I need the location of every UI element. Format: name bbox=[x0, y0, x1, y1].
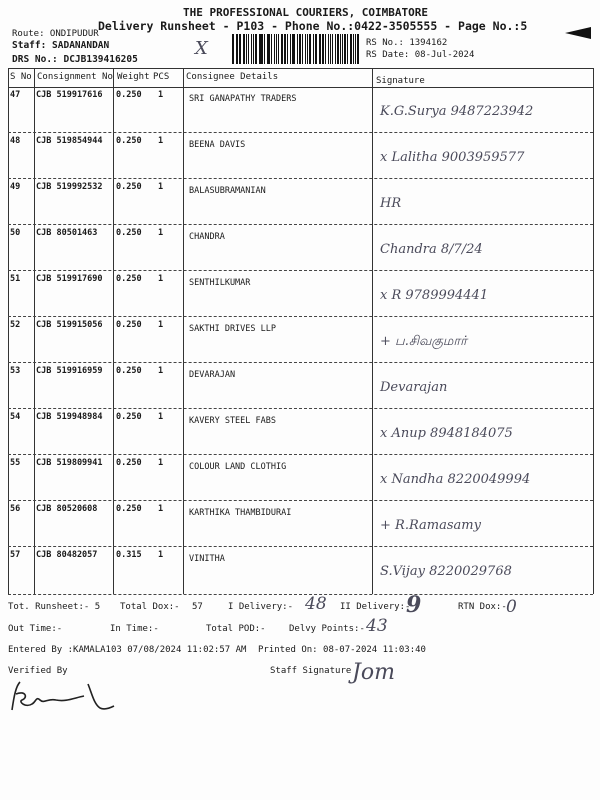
row-consignment-no: CJB 519992532 bbox=[36, 182, 103, 192]
barcode-bar bbox=[281, 34, 283, 64]
in-time-label: In Time:- bbox=[110, 624, 159, 634]
barcode-bar bbox=[325, 34, 326, 64]
row-signature: Chandra 8/7/24 bbox=[380, 242, 483, 257]
barcode-bar bbox=[315, 34, 316, 64]
row-sno: 48 bbox=[10, 136, 21, 146]
i-delivery-label: I Delivery:- bbox=[228, 602, 294, 612]
barcode-bar bbox=[232, 34, 234, 64]
barcode-bar bbox=[248, 34, 249, 64]
barcode-bar bbox=[255, 34, 257, 64]
row-divider bbox=[8, 500, 593, 501]
row-consignment-no: CJB 519948984 bbox=[36, 412, 103, 422]
barcode-bar bbox=[357, 34, 359, 64]
barcode-bar bbox=[297, 34, 298, 64]
drs-number: DRS No.: DCJB139416205 bbox=[12, 54, 138, 65]
barcode-bar bbox=[299, 34, 301, 64]
barcode-bar bbox=[246, 34, 247, 64]
tot-runsheet: Tot. Runsheet:- 5 bbox=[8, 602, 101, 612]
barcode-bar bbox=[268, 34, 270, 64]
barcode-bar bbox=[340, 34, 341, 64]
barcode-bar bbox=[251, 34, 252, 64]
table-bottom-border bbox=[8, 594, 593, 595]
col-header-consignee: Consignee Details bbox=[186, 72, 279, 82]
row-consignee: KAVERY STEEL FABS bbox=[189, 416, 276, 426]
barcode-bar bbox=[236, 34, 237, 64]
row-divider bbox=[8, 224, 593, 225]
barcode-bar bbox=[293, 34, 295, 64]
barcode-bar bbox=[328, 34, 329, 64]
row-weight: 0.250 bbox=[116, 182, 142, 192]
row-consignment-no: CJB 80482057 bbox=[36, 550, 98, 560]
row-pcs: 1 bbox=[158, 366, 164, 376]
row-weight: 0.250 bbox=[116, 504, 142, 514]
barcode-bar bbox=[307, 34, 309, 64]
row-divider bbox=[8, 362, 593, 363]
total-dox-value: 57 bbox=[192, 602, 203, 612]
row-divider bbox=[8, 408, 593, 409]
row-consignment-no: CJB 519809941 bbox=[36, 458, 103, 468]
barcode-bar bbox=[243, 34, 245, 64]
row-consignment-no: CJB 519915056 bbox=[36, 320, 103, 330]
company-title: THE PROFESSIONAL COURIERS, COIMBATORE bbox=[183, 6, 429, 19]
staple-mark bbox=[565, 26, 593, 40]
barcode-bar bbox=[353, 34, 354, 64]
row-divider bbox=[8, 178, 593, 179]
table-header-bottom bbox=[8, 87, 593, 88]
row-divider bbox=[8, 546, 593, 547]
row-pcs: 1 bbox=[158, 504, 164, 514]
verified-by-label: Verified By bbox=[8, 666, 68, 676]
col-header-signature: Signature bbox=[376, 76, 425, 86]
verifier-signature bbox=[6, 676, 116, 716]
ii-delivery-label: II Delivery:- bbox=[340, 602, 411, 612]
barcode-bar bbox=[284, 34, 286, 64]
barcode-bar bbox=[350, 34, 352, 64]
barcode-bar bbox=[302, 34, 303, 64]
row-pcs: 1 bbox=[158, 550, 164, 560]
row-weight: 0.315 bbox=[116, 550, 142, 560]
row-pcs: 1 bbox=[158, 458, 164, 468]
barcode-bar bbox=[337, 34, 339, 64]
row-consignee: SRI GANAPATHY TRADERS bbox=[189, 94, 297, 104]
row-sno: 54 bbox=[10, 412, 21, 422]
barcode-bar bbox=[274, 34, 275, 64]
col-divider bbox=[8, 68, 9, 594]
row-consignee: KARTHIKA THAMBIDURAI bbox=[189, 508, 292, 518]
row-weight: 0.250 bbox=[116, 320, 142, 330]
row-sno: 52 bbox=[10, 320, 21, 330]
row-signature: x Lalitha 9003959577 bbox=[380, 150, 525, 165]
col-divider bbox=[34, 68, 35, 594]
row-pcs: 1 bbox=[158, 274, 164, 284]
row-sno: 56 bbox=[10, 504, 21, 514]
row-divider bbox=[8, 270, 593, 271]
row-signature: x R 9789994441 bbox=[380, 288, 489, 303]
ii-delivery-handwritten: 9 bbox=[406, 592, 422, 618]
row-consignee: BEENA DAVIS bbox=[189, 140, 246, 150]
row-divider bbox=[8, 132, 593, 133]
entered-by: Entered By :KAMALA103 07/08/2024 11:02:57 AM bbox=[8, 645, 247, 655]
barcode-bar bbox=[290, 34, 291, 64]
barcode-bar bbox=[309, 34, 311, 64]
col-divider bbox=[183, 68, 184, 594]
barcode-bar bbox=[342, 34, 343, 64]
barcode-bar bbox=[344, 34, 346, 64]
row-pcs: 1 bbox=[158, 320, 164, 330]
row-consignment-no: CJB 519916959 bbox=[36, 366, 103, 376]
total-pod-label: Total POD:- bbox=[206, 624, 266, 634]
barcode-bar bbox=[316, 34, 317, 64]
row-divider bbox=[8, 316, 593, 317]
col-header-consignment: Consignment No bbox=[37, 72, 113, 82]
row-sno: 55 bbox=[10, 458, 21, 468]
barcode-bar bbox=[237, 34, 238, 64]
barcode-bar bbox=[313, 34, 314, 64]
barcode-bar bbox=[276, 34, 278, 64]
row-signature: K.G.Surya 9487223942 bbox=[380, 104, 534, 119]
row-consignment-no: CJB 519854944 bbox=[36, 136, 103, 146]
row-pcs: 1 bbox=[158, 182, 164, 192]
rs-number: RS No.: 1394162 bbox=[366, 38, 448, 48]
row-signature: x Anup 8948184075 bbox=[380, 426, 513, 441]
barcode-bar bbox=[264, 34, 265, 64]
staff-signature-label: Staff Signature bbox=[270, 666, 352, 676]
row-pcs: 1 bbox=[158, 90, 164, 100]
table-top-border bbox=[8, 68, 593, 69]
row-divider bbox=[8, 454, 593, 455]
row-weight: 0.250 bbox=[116, 228, 142, 238]
row-signature: x Nandha 8220049994 bbox=[380, 472, 531, 487]
row-consignment-no: CJB 519917690 bbox=[36, 274, 103, 284]
col-divider bbox=[372, 68, 373, 594]
barcode-bar bbox=[253, 34, 255, 64]
row-pcs: 1 bbox=[158, 136, 164, 146]
col-header-weight: Weight bbox=[117, 72, 150, 82]
barcode-bar bbox=[239, 34, 241, 64]
barcode-bar bbox=[319, 34, 321, 64]
row-signature: + R.Ramasamy bbox=[380, 518, 481, 533]
row-weight: 0.250 bbox=[116, 274, 142, 284]
barcode-bar bbox=[259, 34, 260, 64]
delvy-points-label: Delvy Points:- bbox=[289, 624, 365, 634]
row-signature: HR bbox=[380, 196, 402, 211]
col-divider bbox=[593, 68, 594, 594]
staff-label: Staff: SADANANDAN bbox=[12, 40, 110, 51]
col-divider bbox=[113, 68, 114, 594]
row-weight: 0.250 bbox=[116, 458, 142, 468]
row-consignee: BALASUBRAMANIAN bbox=[189, 186, 266, 196]
row-sno: 47 bbox=[10, 90, 21, 100]
barcode-bar bbox=[347, 34, 348, 64]
row-consignment-no: CJB 80501463 bbox=[36, 228, 98, 238]
rtn-dox-handwritten: 0 bbox=[506, 597, 517, 617]
delvy-points-handwritten: 43 bbox=[366, 616, 388, 636]
rtn-dox-label: RTN Dox:- bbox=[458, 602, 507, 612]
col-header-sno: S No bbox=[10, 72, 32, 82]
row-pcs: 1 bbox=[158, 228, 164, 238]
row-consignee: CHANDRA bbox=[189, 232, 225, 242]
barcode-bar bbox=[330, 34, 332, 64]
row-consignee: SENTHILKUMAR bbox=[189, 278, 251, 288]
out-time-label: Out Time:- bbox=[8, 624, 63, 634]
row-consignee: DEVARAJAN bbox=[189, 370, 236, 380]
row-pcs: 1 bbox=[158, 412, 164, 422]
row-signature: S.Vijay 8220029768 bbox=[380, 564, 512, 579]
row-signature: Devarajan bbox=[380, 380, 448, 395]
printed-on: Printed On: 08-07-2024 11:03:40 bbox=[258, 645, 426, 655]
barcode-bar bbox=[271, 34, 272, 64]
row-consignment-no: CJB 80520608 bbox=[36, 504, 98, 514]
row-consignee: VINITHA bbox=[189, 554, 225, 564]
barcode-bar bbox=[260, 34, 262, 64]
row-consignee: SAKTHI DRIVES LLP bbox=[189, 324, 276, 334]
barcode-bar bbox=[355, 34, 356, 64]
row-sno: 50 bbox=[10, 228, 21, 238]
row-consignee: COLOUR LAND CLOTHIG bbox=[189, 462, 287, 472]
row-signature: + ப.சிவகுமார் bbox=[380, 334, 467, 349]
barcode-bar bbox=[292, 34, 293, 64]
rs-date: RS Date: 08-Jul-2024 bbox=[366, 50, 475, 60]
col-header-pcs: PCS bbox=[153, 72, 170, 82]
row-sno: 49 bbox=[10, 182, 21, 192]
i-delivery-handwritten: 48 bbox=[305, 594, 327, 614]
barcode bbox=[232, 34, 360, 64]
runsheet-title: Delivery Runsheet - P103 - Phone No.:0422-3505555 - Page No.:5 bbox=[98, 19, 528, 33]
row-consignment-no: CJB 519917616 bbox=[36, 90, 103, 100]
barcode-bar bbox=[335, 34, 336, 64]
row-weight: 0.250 bbox=[116, 412, 142, 422]
handwritten-mark: X bbox=[195, 38, 208, 59]
row-weight: 0.250 bbox=[116, 90, 142, 100]
row-sno: 51 bbox=[10, 274, 21, 284]
barcode-bar bbox=[332, 34, 333, 64]
row-sno: 53 bbox=[10, 366, 21, 376]
barcode-bar bbox=[287, 34, 288, 64]
row-weight: 0.250 bbox=[116, 366, 142, 376]
row-weight: 0.250 bbox=[116, 136, 142, 146]
barcode-bar bbox=[278, 34, 279, 64]
staff-signature-handwritten: Jom bbox=[352, 660, 395, 685]
barcode-bar bbox=[267, 34, 268, 64]
total-dox-label: Total Dox:- bbox=[120, 602, 180, 612]
barcode-bar bbox=[305, 34, 306, 64]
barcode-bar bbox=[322, 34, 324, 64]
route-label: Route: ONDIPUDUR bbox=[12, 29, 99, 39]
row-sno: 57 bbox=[10, 550, 21, 560]
